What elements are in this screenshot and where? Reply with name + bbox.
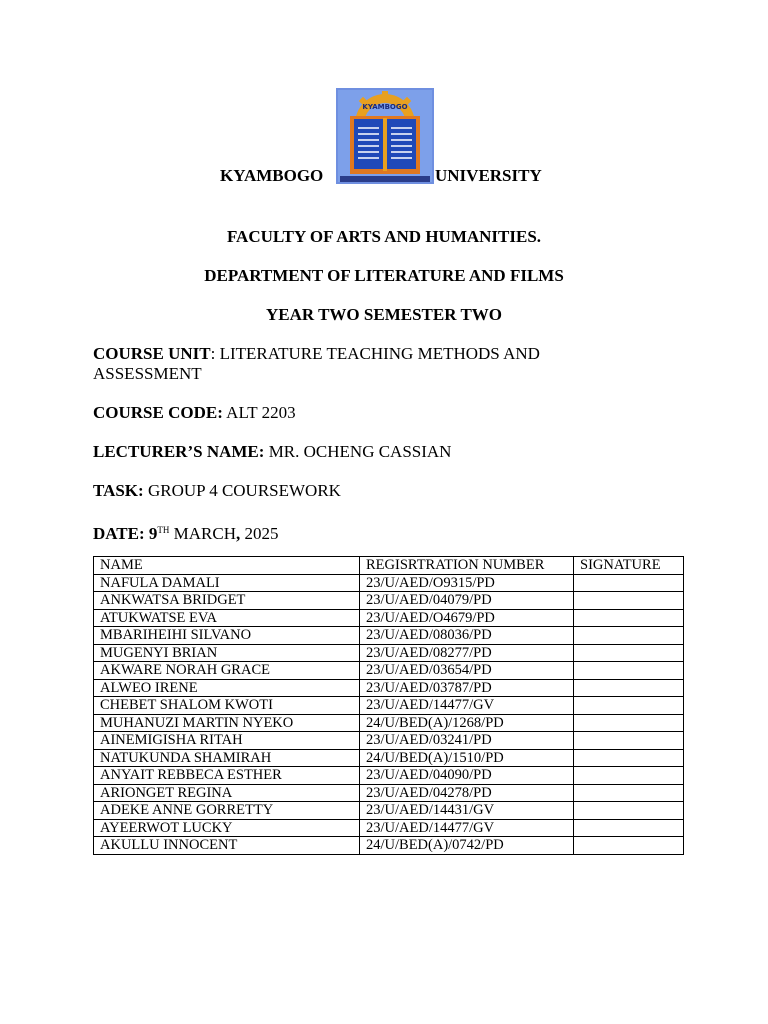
member-name: ANKWATSA BRIDGET	[94, 592, 360, 610]
table-row	[94, 644, 684, 662]
member-name: AKWARE NORAH GRACE	[94, 662, 360, 680]
task-value: GROUP 4 COURSEWORK	[143, 481, 341, 500]
member-name: MBARIHEIHI SILVANO	[94, 627, 360, 645]
member-name: ADEKE ANNE GORRETTY	[94, 802, 360, 820]
table-row	[94, 767, 684, 785]
task-field	[93, 481, 341, 501]
date-superscript: TH	[157, 525, 170, 535]
table-row	[94, 627, 684, 645]
university-name-left: KYAMBOGO	[220, 166, 324, 185]
course-code-field	[93, 403, 296, 423]
signature-cell	[574, 697, 684, 715]
signature-cell	[574, 592, 684, 610]
group-members-table	[93, 556, 684, 855]
table-header-row	[94, 557, 684, 575]
signature-cell	[574, 749, 684, 767]
registration-number: 23/U/AED/03787/PD	[360, 679, 574, 697]
registration-number: 24/U/BED(A)/1510/PD	[360, 749, 574, 767]
signature-cell	[574, 819, 684, 837]
table-row	[94, 714, 684, 732]
header-registration-number: REGISRTRATION NUMBER	[360, 557, 574, 575]
signature-cell	[574, 732, 684, 750]
registration-number: 23/U/AED/04079/PD	[360, 592, 574, 610]
lecturer-field	[93, 442, 451, 462]
signature-cell	[574, 802, 684, 820]
year-semester-heading: YEAR TWO SEMESTER TWO	[265, 305, 503, 324]
signature-cell	[574, 609, 684, 627]
table-row	[94, 697, 684, 715]
table-row	[94, 592, 684, 610]
table-row	[94, 749, 684, 767]
faculty-heading: FACULTY OF ARTS AND HUMANITIES.	[226, 227, 542, 246]
registration-number: 23/U/AED/03241/PD	[360, 732, 574, 750]
signature-cell	[574, 644, 684, 662]
date-label: DATE: 9	[93, 524, 158, 543]
registration-number: 23/U/AED/14477/GV	[360, 697, 574, 715]
signature-cell	[574, 767, 684, 785]
member-name: NATUKUNDA SHAMIRAH	[94, 749, 360, 767]
table-row	[94, 732, 684, 750]
signature-cell	[574, 679, 684, 697]
table-row	[94, 802, 684, 820]
registration-number: 23/U/AED/03654/PD	[360, 662, 574, 680]
member-name: ATUKWATSE EVA	[94, 609, 360, 627]
registration-number: 23/U/AED/O4679/PD	[360, 609, 574, 627]
member-name: NAFULA DAMALI	[94, 574, 360, 592]
svg-text:KYAMBOGO: KYAMBOGO	[362, 103, 408, 111]
date-month: MARCH	[169, 524, 236, 543]
course-unit-field	[93, 344, 613, 384]
member-name: ANYAIT REBBECA ESTHER	[94, 767, 360, 785]
header-name: NAME	[94, 557, 360, 575]
member-name: AKULLU INNOCENT	[94, 837, 360, 855]
signature-cell	[574, 784, 684, 802]
registration-number: 23/U/AED/04090/PD	[360, 767, 574, 785]
member-name: AINEMIGISHA RITAH	[94, 732, 360, 750]
registration-number: 24/U/BED(A)/1268/PD	[360, 714, 574, 732]
member-name: CHEBET SHALOM KWOTI	[94, 697, 360, 715]
registration-number: 23/U/AED/14477/GV	[360, 819, 574, 837]
table-row	[94, 784, 684, 802]
registration-number: 23/U/AED/08036/PD	[360, 627, 574, 645]
table-row	[94, 574, 684, 592]
member-name: ARIONGET REGINA	[94, 784, 360, 802]
table-row	[94, 609, 684, 627]
course-code-value: ALT 2203	[222, 403, 296, 422]
course-unit-label: COURSE UNIT	[93, 344, 211, 363]
table-row	[94, 679, 684, 697]
signature-cell	[574, 837, 684, 855]
registration-number: 24/U/BED(A)/0742/PD	[360, 837, 574, 855]
member-name: MUHANUZI MARTIN NYEKO	[94, 714, 360, 732]
course-code-label: COURSE CODE:	[93, 403, 223, 422]
task-label: TASK:	[93, 481, 144, 500]
registration-number: 23/U/AED/04278/PD	[360, 784, 574, 802]
department-heading: DEPARTMENT OF LITERATURE AND FILMS	[204, 266, 564, 285]
lecturer-label: LECTURER’S NAME:	[93, 442, 265, 461]
header-signature: SIGNATURE	[574, 557, 684, 575]
date-comma: ,	[236, 524, 241, 543]
registration-number: 23/U/AED/08277/PD	[360, 644, 574, 662]
lecturer-value: MR. OCHENG CASSIAN	[264, 442, 452, 461]
signature-cell	[574, 714, 684, 732]
table-body	[94, 574, 684, 854]
signature-cell	[574, 627, 684, 645]
university-name-right: UNIVERSITY	[435, 166, 542, 185]
registration-number: 23/U/AED/O9315/PD	[360, 574, 574, 592]
table-row	[94, 819, 684, 837]
table-row	[94, 837, 684, 855]
date-field	[93, 520, 279, 544]
course-unit-value: : LITERATURE TEACHING METHODS AND ASSESSMENT	[93, 344, 540, 383]
member-name: AYEERWOT LUCKY	[94, 819, 360, 837]
kyambogo-university-logo	[336, 88, 434, 184]
member-name: ALWEO IRENE	[94, 679, 360, 697]
table-row	[94, 662, 684, 680]
member-name: MUGENYI BRIAN	[94, 644, 360, 662]
date-year: 2025	[240, 524, 279, 543]
registration-number: 23/U/AED/14431/GV	[360, 802, 574, 820]
signature-cell	[574, 662, 684, 680]
signature-cell	[574, 574, 684, 592]
